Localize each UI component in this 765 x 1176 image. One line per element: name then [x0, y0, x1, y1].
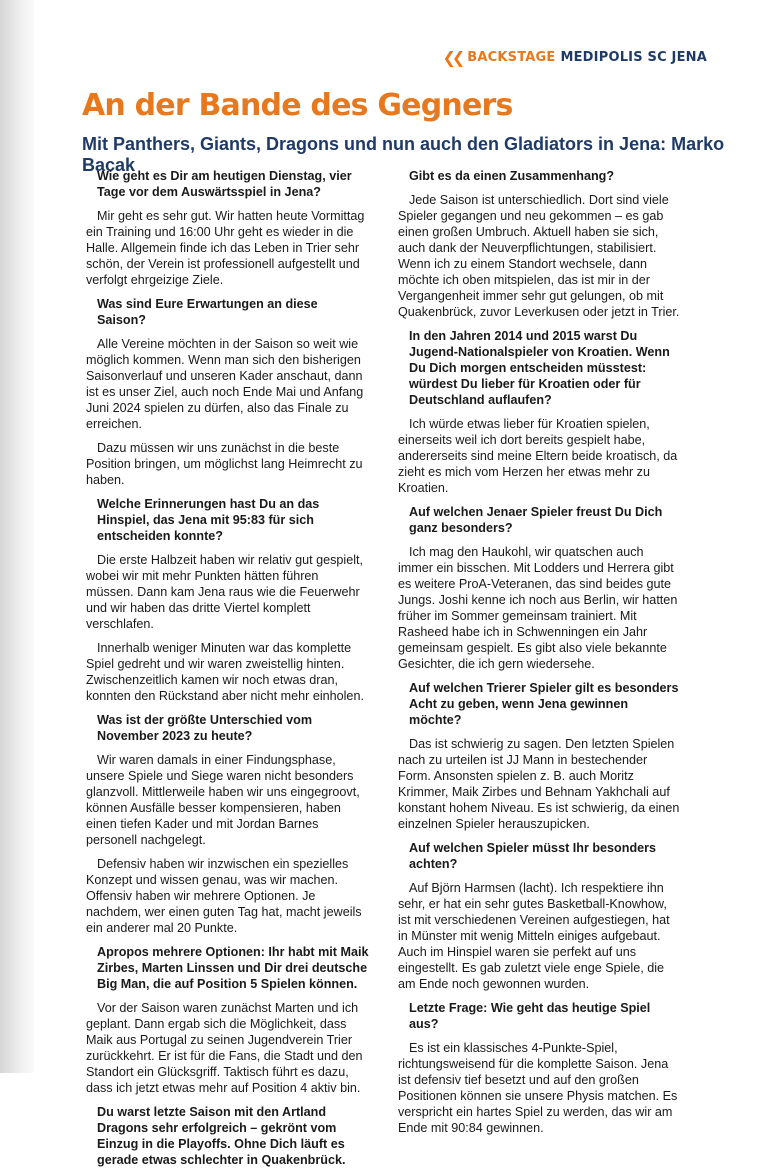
- interview-question: Auf welchen Trierer Spieler gilt es besonders Acht zu geben, wenn Jena gewinnen möchte?: [409, 681, 679, 727]
- header-label-backstage: BACKSTAGE: [467, 50, 556, 65]
- right-column: [398, 168, 681, 1144]
- interview-answer: Alle Vereine möchten in der Saison so weit wie möglich kommen. Wenn man sich den bisherigen Saisonverlauf und unseren Kader anschaut, dann ist es unser Ziel, auch noch Ende Mai und Anfang Juni 2024 spielen zu dürfen, also das Finale zu erreichen.: [86, 337, 364, 431]
- interview-question: Was sind Eure Erwartungen an diese Saison?: [97, 297, 318, 327]
- page-spine-shadow: [0, 0, 34, 1073]
- interview-answer: Ich würde etwas lieber für Kroatien spielen, einerseits weil ich dort bereits gespielt habe, andererseits sind meine Eltern beide kroatisch, da zieht es mich vom Herzen her etwas mehr zu Kroatien.: [398, 417, 678, 495]
- header-label-team: MEDIPOLIS SC JENA: [560, 50, 707, 65]
- interview-answer: Vor der Saison waren zunächst Marten und ich geplant. Dann ergab sich die Möglichkeit, dass Maik aus Portugal zu seinen Jugendverein Trier zurückkehrt. Er ist für die Fans, die Stadt und den Standort ein Glücksgriff. Taktisch führt es dazu, dass ich jetzt etwas mehr auf Position 4 aktiv bin.: [86, 1001, 363, 1095]
- article-subtitle: Mit Panthers, Giants, Dragons und nun auch den Gladiators in Jena: Marko Bacak: [82, 134, 725, 175]
- interview-question: Auf welchen Jenaer Spieler freust Du Dich ganz besonders?: [409, 505, 663, 535]
- interview-answer: Innerhalb weniger Minuten war das komplette Spiel gedreht und wir waren zweistellig hinten. Zwischenzeitlich kamen wir noch etwas dran, konnten den Rückstand aber nicht mehr einholen.: [86, 641, 364, 703]
- interview-question: Auf welchen Spieler müsst Ihr besonders achten?: [409, 841, 657, 871]
- interview-answer: Es ist ein klassisches 4-Punkte-Spiel, richtungsweisend für die komplette Saison. Jena ist defensiv tief besetzt und auf den großen Positionen können sie unsere Physis matchen. Es verspricht ein hartes Spiel zu werden, das wir am Ende mit 90:84 gewinnen.: [398, 1041, 678, 1135]
- interview-answer: Ich mag den Haukohl, wir quatschen auch immer ein bisschen. Mit Lodders und Herrera gibt es weitere ProA-Veteranen, das sind beides gute Jungs. Joshi kenne ich noch aus Berlin, wir hatten früher im Sommer gemeinsam trainiert. Mit Rasheed habe ich in Schwenningen ein Jahr gemeinsam gespielt. Es gibt also viele bekannte Gesichter, die ich gern wiedersehe.: [398, 545, 678, 671]
- interview-question: Gibt es da einen Zusammenhang?: [409, 169, 615, 183]
- left-column: [86, 168, 369, 1176]
- interview-answer: Jede Saison ist unterschiedlich. Dort sind viele Spieler gegangen und neu gekommen – es gab einen großen Umbruch. Aktuell haben sie sich, auch dank der Neuverpflichtungen, stabilisiert. Wenn ich zu einem Standort wechsele, dann möchte ich oben mitspielen, das ist mir in der Vergangenheit immer sehr gut gelungen, ob mit Quakenbrück, zuvor Leverkusen oder jetzt in Trier.: [398, 193, 680, 319]
- article-title: An der Bande des Gegners: [82, 88, 513, 123]
- interview-answer: Mir geht es sehr gut. Wir hatten heute Vormittag ein Training und 16:00 Uhr geht es wieder in die Halle. Allgemein finde ich das Leben in Trier sehr schön, der Verein ist professionell aufgestellt und verfolgt ehrgeizige Ziele.: [86, 209, 365, 287]
- interview-question: Letzte Frage: Wie geht das heutige Spiel aus?: [409, 1001, 651, 1031]
- interview-question: In den Jahren 2014 und 2015 warst Du Jugend-Nationalspieler von Kroatien. Wenn Du Dich morgen entscheiden müsstest: würdest Du lieber für Kroatien oder für Deutschland auflaufen?: [409, 329, 670, 407]
- interview-answer: Auf Björn Harmsen (lacht). Ich respektiere ihn sehr, er hat ein sehr gutes Basketball-Knowhow, ist mit verschiedenen Vereinen aufgestiegen, hat in Münster mit wenig Mitteln einiges aufgebaut. Auch im Hinspiel waren sie perfekt auf uns eingestellt. Es gab zuletzt viele enge Spiele, die am Ende noch gewonnen wurden.: [398, 881, 670, 991]
- double-chevron-left-icon: ❮❮: [442, 48, 462, 67]
- interview-question: Du warst letzte Saison mit den Artland Dragons sehr erfolgreich – gekrönt vom Einzug in die Playoffs. Ohne Dich läuft es gerade etwas schlechter in Quakenbrück.: [97, 1105, 346, 1167]
- interview-question: Wie geht es Dir am heutigen Dienstag, vier Tage vor dem Auswärtsspiel in Jena?: [97, 169, 352, 199]
- section-header: [442, 48, 707, 67]
- interview-answer: Die erste Halbzeit haben wir relativ gut gespielt, wobei wir mit mehr Punkten hätten führen müssen. Dann kam Jena raus wie die Feuerwehr und wir haben das dritte Viertel komplett verschlafen.: [86, 553, 363, 631]
- interview-question: Was ist der größte Unterschied vom November 2023 zu heute?: [97, 713, 313, 743]
- interview-answer: Wir waren damals in einer Findungsphase, unsere Spiele und Siege waren nicht besonders glanzvoll. Mittlerweile haben wir uns eingegroovt, können Ausfälle besser kompensieren, haben einen tiefen Kader und mit Jordan Barnes personell nachgelegt.: [86, 753, 360, 847]
- interview-answer: Das ist schwierig zu sagen. Den letzten Spielen nach zu urteilen ist JJ Mann in bestechender Form. Ansonsten spielen z. B. auch Moritz Krimmer, Maik Zirbes und Behnam Yakhchali auf konstant hohem Niveau. Es ist schwierig, da einen einzelnen Spieler herauszupicken.: [398, 737, 680, 831]
- interview-answer: Dazu müssen wir uns zunächst in die beste Position bringen, um möglichst lang Heimrecht zu haben.: [86, 441, 363, 487]
- interview-question: Apropos mehrere Optionen: Ihr habt mit Maik Zirbes, Marten Linssen und Dir drei deutsche Big Man, die auf Position 5 Spielen können.: [97, 945, 369, 991]
- interview-answer: Defensiv haben wir inzwischen ein spezielles Konzept und wissen genau, was wir machen. Offensiv haben wir mehrere Optionen. Je nachdem, wer einen guten Tag hat, macht jeweils ein anderer mal 20 Punkte.: [86, 857, 362, 935]
- interview-question: Welche Erinnerungen hast Du an das Hinspiel, das Jena mit 95:83 für sich entscheiden konnte?: [97, 497, 320, 543]
